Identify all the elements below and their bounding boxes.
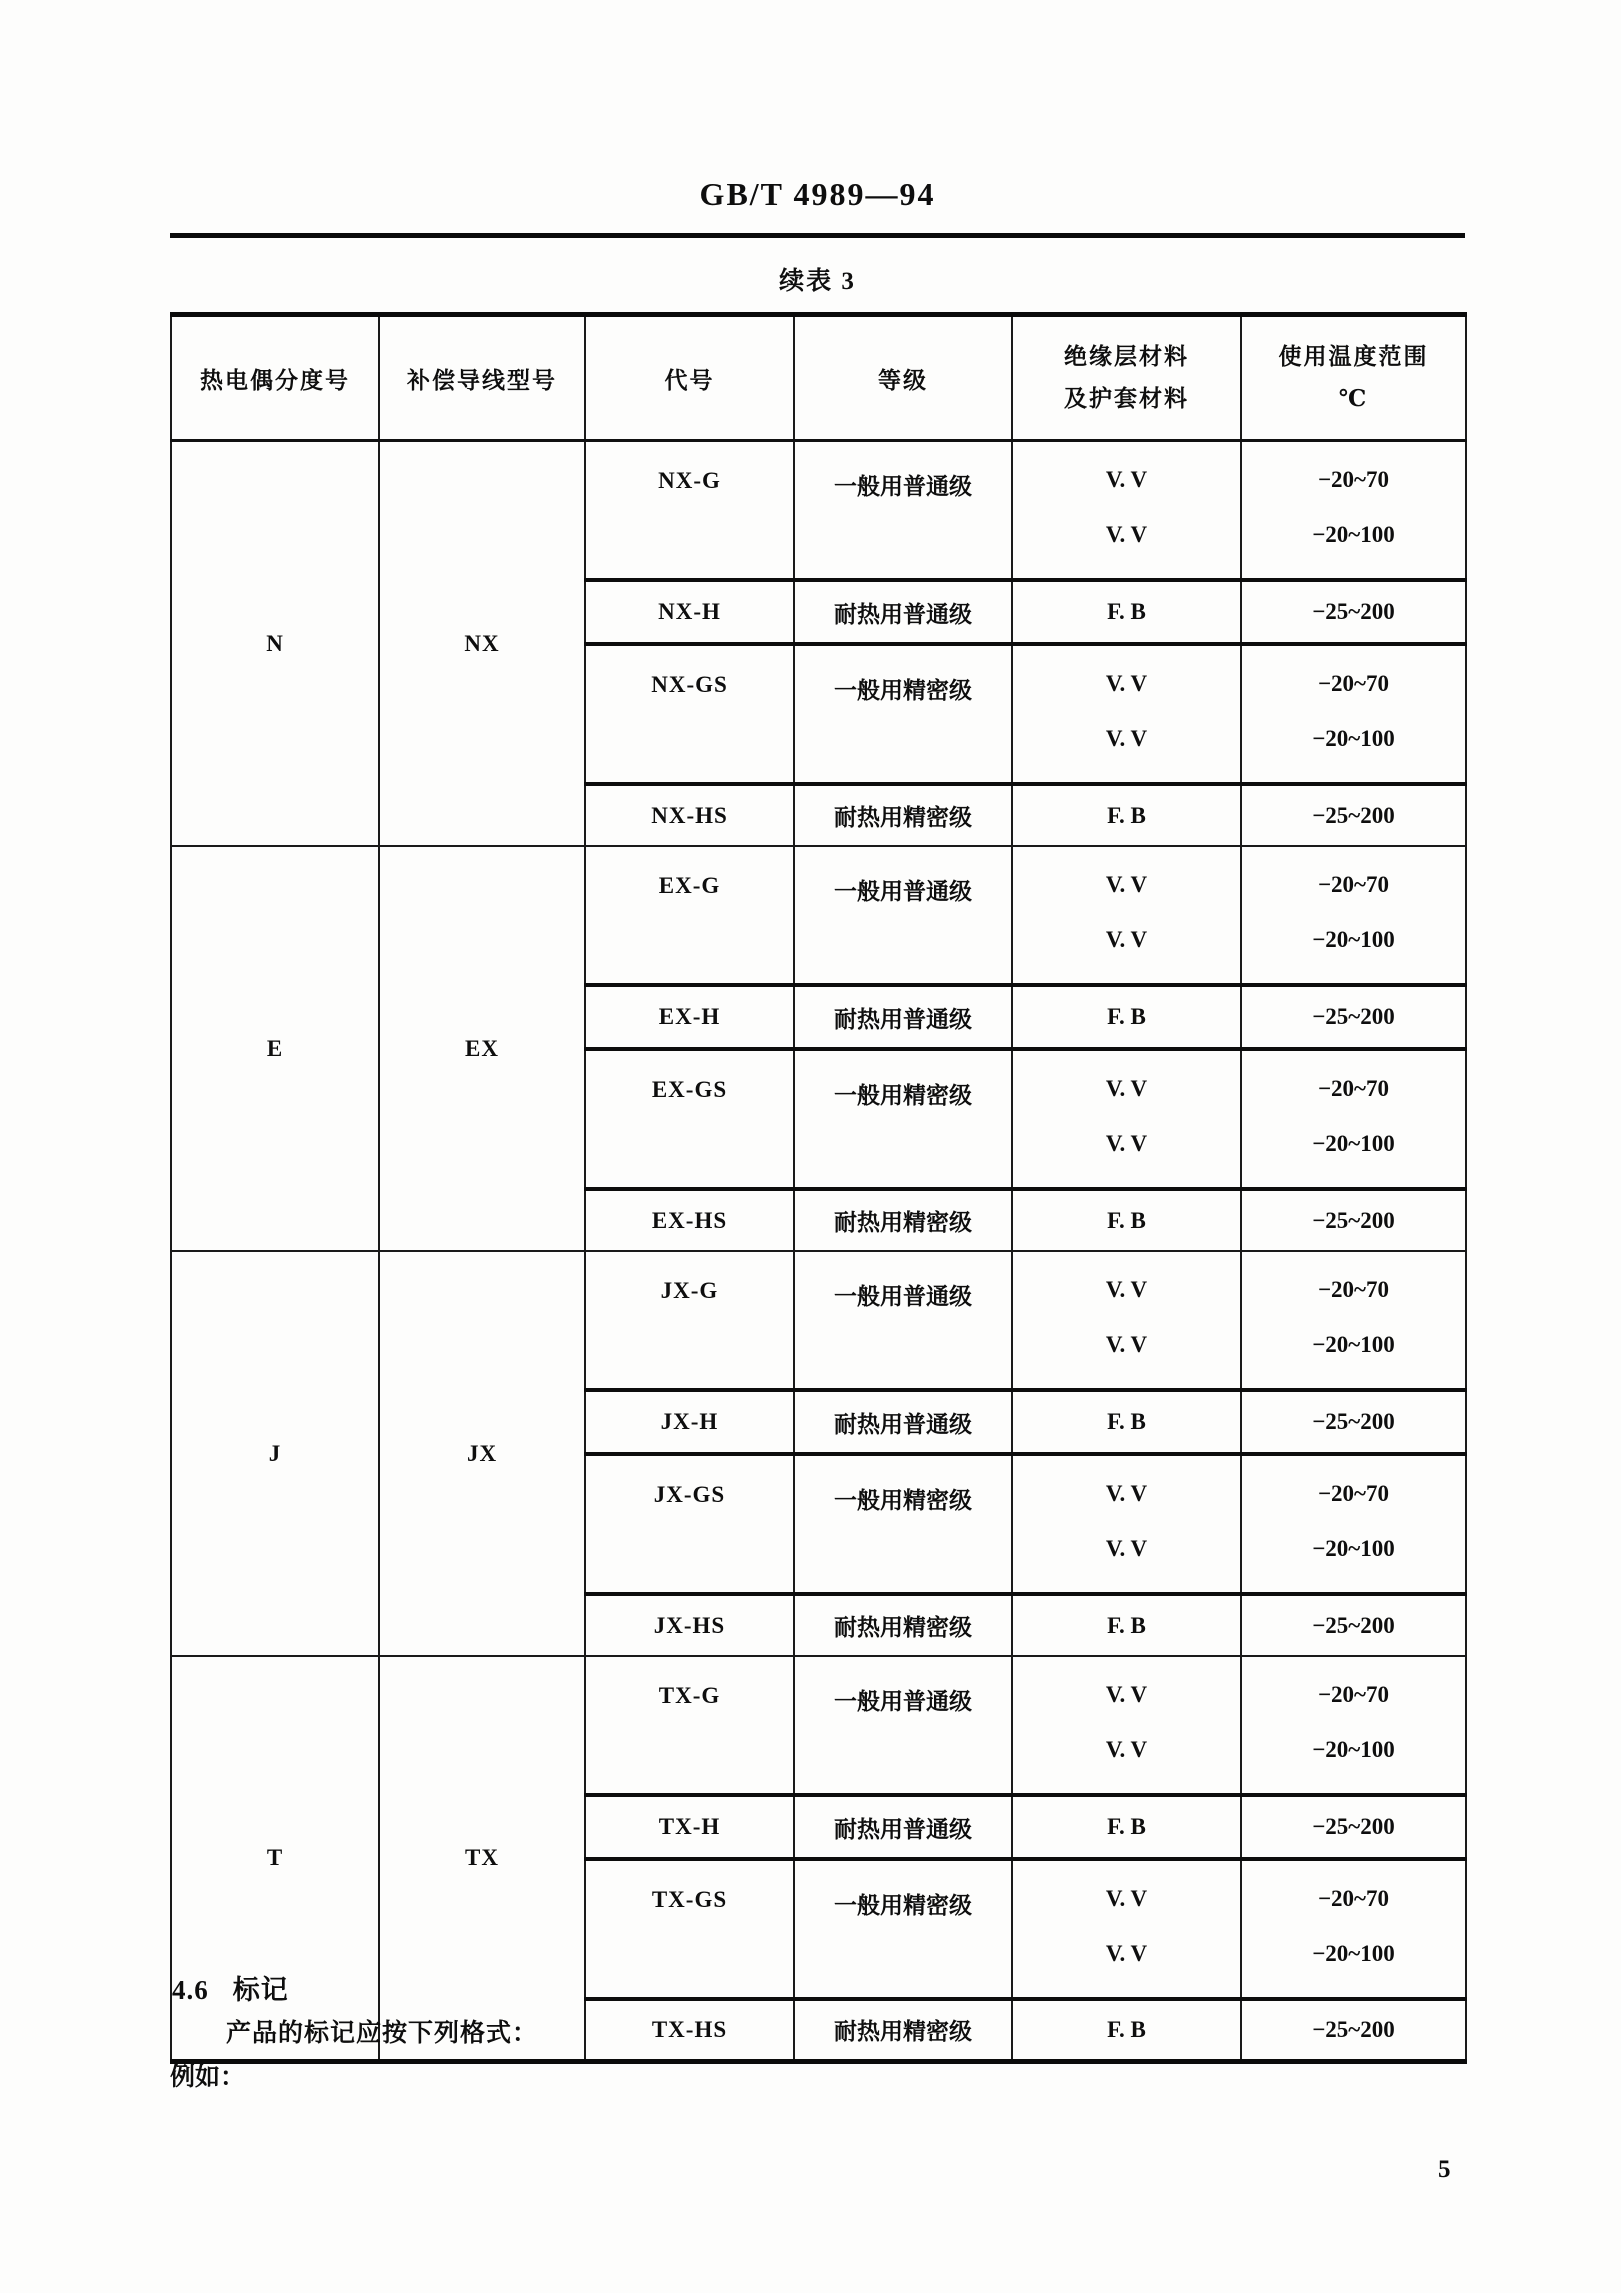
material-line: V. V [1105,1332,1148,1357]
cell-temp-range [1241,1859,1466,1999]
col-header-code: 代号 [585,315,794,441]
cell-material: F. B [1012,985,1241,1049]
cell-material: F. B [1012,1189,1241,1251]
title-rule [170,233,1465,238]
cell-wire-model: TX [379,1656,585,2061]
cell-material [1012,644,1241,784]
cell-material: F. B [1012,580,1241,644]
cell-graduation: T [171,1656,379,2061]
cell-code: EX-GS [585,1049,794,1189]
temp-line: −20~100 [1312,1131,1395,1156]
cell-code: TX-G [585,1656,794,1795]
material-line: V. V [1105,1076,1148,1101]
cell-code: JX-GS [585,1454,794,1594]
cell-temp-range [1241,846,1466,985]
cell-graduation: J [171,1251,379,1656]
cell-material: F. B [1012,784,1241,846]
cell-code: EX-H [585,985,794,1049]
col-header-temp-unit: ℃ [1338,386,1369,411]
temp-line: −20~100 [1312,1332,1395,1357]
cell-code: JX-G [585,1251,794,1390]
col-header-material [1012,315,1241,441]
cell-code: NX-GS [585,644,794,784]
cell-code: JX-H [585,1390,794,1454]
cell-code: EX-G [585,846,794,985]
cell-grade: 一般用普通级 [794,1251,1012,1390]
cell-temp-range [1241,1251,1466,1390]
cell-code: JX-HS [585,1594,794,1656]
cell-code: TX-GS [585,1859,794,1999]
cell-grade: 一般用普通级 [794,846,1012,985]
cell-code: NX-HS [585,784,794,846]
cell-graduation: N [171,441,379,847]
material-line: V. V [1105,1941,1148,1966]
col-header-graduation: 热电偶分度号 [171,315,379,441]
cell-material [1012,1656,1241,1795]
cell-material: F. B [1012,1390,1241,1454]
material-line: V. V [1105,1886,1148,1911]
page-number: 5 [1438,2156,1451,2183]
temp-line: −20~100 [1312,726,1395,751]
cell-temp-range: −25~200 [1241,1390,1466,1454]
cell-grade: 耐热用精密级 [794,1999,1012,2061]
temp-line: −20~70 [1317,872,1390,897]
cell-grade: 一般用精密级 [794,1454,1012,1594]
cell-grade: 一般用精密级 [794,644,1012,784]
temp-line: −20~100 [1312,1737,1395,1762]
material-line: V. V [1105,726,1148,751]
cell-wire-model: NX [379,441,585,847]
cell-grade: 耐热用普通级 [794,985,1012,1049]
cell-material: F. B [1012,1594,1241,1656]
table-group-N [171,441,1466,847]
material-line: V. V [1105,1536,1148,1561]
material-line: V. V [1105,1737,1148,1762]
cell-temp-range: −25~200 [1241,784,1466,846]
table-group-J [171,1251,1466,1656]
body-text: 产品的标记应按下列格式： [226,2020,539,2047]
cell-grade: 一般用普通级 [794,1656,1012,1795]
compensation-wire-table [170,312,1467,2064]
col-header-material-line1: 绝缘层材料 [1064,344,1189,369]
temp-line: −20~70 [1317,671,1390,696]
cell-grade: 一般用精密级 [794,1049,1012,1189]
cell-graduation: E [171,846,379,1251]
cell-grade: 耐热用普通级 [794,1795,1012,1859]
cell-grade: 一般用普通级 [794,441,1012,581]
cell-grade: 耐热用精密级 [794,1594,1012,1656]
col-header-temp-range [1241,315,1466,441]
cell-grade: 一般用精密级 [794,1859,1012,1999]
temp-line: −20~70 [1317,1076,1390,1101]
col-header-material-line2: 及护套材料 [1064,386,1189,411]
temp-line: −20~100 [1312,522,1395,547]
cell-temp-range [1241,644,1466,784]
cell-code: EX-HS [585,1189,794,1251]
cell-material [1012,1251,1241,1390]
temp-line: −20~100 [1312,1941,1395,1966]
cell-material [1012,1049,1241,1189]
table-row [171,441,1466,581]
table-row [171,1251,1466,1390]
table-group-E [171,846,1466,1251]
cell-material: F. B [1012,1999,1241,2061]
temp-line: −20~70 [1317,467,1390,492]
table-header-row [171,315,1466,441]
cell-material [1012,846,1241,985]
material-line: V. V [1105,1131,1148,1156]
page-content [170,0,1465,2293]
cell-temp-range: −25~200 [1241,1999,1466,2061]
col-header-wire-model: 补偿导线型号 [379,315,585,441]
cell-wire-model: JX [379,1251,585,1656]
temp-line: −20~70 [1317,1682,1390,1707]
section-title: 标记 [232,1975,289,2005]
temp-line: −20~100 [1312,1536,1395,1561]
material-line: V. V [1105,467,1148,492]
material-line: V. V [1105,671,1148,696]
cell-grade: 耐热用普通级 [794,1390,1012,1454]
temp-line: −20~70 [1317,1481,1390,1506]
doc-number: GB/T 4989—94 [699,176,936,212]
material-line: V. V [1105,872,1148,897]
table-row [171,1656,1466,1795]
col-header-temp-line1: 使用温度范围 [1278,344,1429,369]
cell-grade: 耐热用精密级 [794,784,1012,846]
section-heading [172,1968,289,2007]
cell-temp-range [1241,441,1466,581]
cell-material [1012,1454,1241,1594]
table-caption: 续表 3 [779,268,856,295]
section-number: 4.6 [172,1975,209,2005]
cell-material [1012,441,1241,581]
cell-temp-range: −25~200 [1241,1594,1466,1656]
cell-temp-range [1241,1049,1466,1189]
cell-temp-range [1241,1656,1466,1795]
cell-grade: 耐热用精密级 [794,1189,1012,1251]
cell-temp-range: −25~200 [1241,1795,1466,1859]
cell-temp-range: −25~200 [1241,580,1466,644]
material-line: V. V [1105,927,1148,952]
material-line: V. V [1105,1277,1148,1302]
cell-temp-range [1241,1454,1466,1594]
table-row [171,846,1466,985]
temp-line: −20~70 [1317,1886,1390,1911]
cell-code: NX-H [585,580,794,644]
temp-line: −20~100 [1312,927,1395,952]
material-line: V. V [1105,1682,1148,1707]
cell-grade: 耐热用普通级 [794,580,1012,644]
cell-temp-range: −25~200 [1241,1189,1466,1251]
cell-code: TX-H [585,1795,794,1859]
temp-line: −20~70 [1317,1277,1390,1302]
cell-material [1012,1859,1241,1999]
cell-code: NX-G [585,441,794,581]
table-group-T [171,1656,1466,2061]
material-line: V. V [1105,1481,1148,1506]
col-header-grade: 等级 [794,315,1012,441]
cell-code: TX-HS [585,1999,794,2061]
cell-wire-model: EX [379,846,585,1251]
cell-material: F. B [1012,1795,1241,1859]
material-line: V. V [1105,522,1148,547]
example-label: 例如： [170,2064,246,2091]
cell-temp-range: −25~200 [1241,985,1466,1049]
